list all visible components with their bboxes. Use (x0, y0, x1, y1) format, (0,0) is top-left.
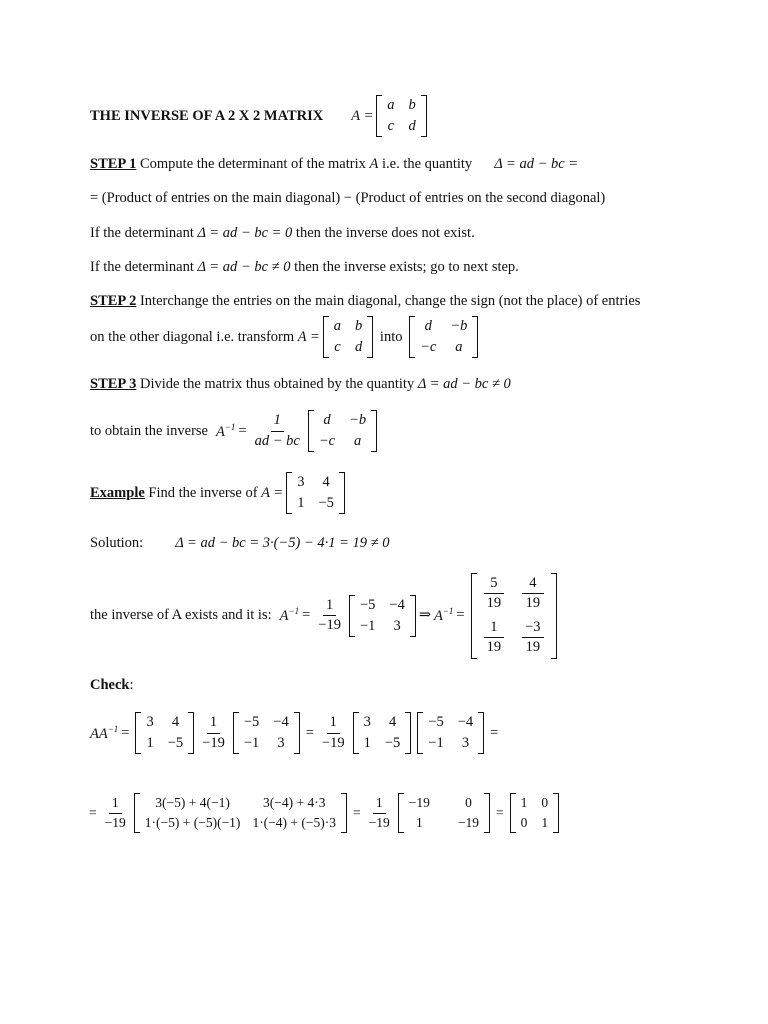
step3-text: Divide the matrix thus obtained by the quantity (139, 376, 415, 392)
cond-nonzero-suffix: then the inverse exists; go to next step. (294, 259, 519, 275)
entry: a (353, 433, 362, 449)
entry: −1 (243, 735, 260, 751)
cond-zero-line (90, 225, 475, 242)
entry: −5 (243, 714, 260, 730)
cond-zero-suffix: then the inverse does not exist. (295, 225, 475, 241)
solution-label: Solution: (90, 535, 144, 551)
solution-line (90, 535, 389, 552)
check-matrix-a (353, 712, 412, 754)
inverse-lhs: $A^{-1}$ (279, 606, 300, 625)
result-entry: $\frac{5}{19}$ (484, 575, 505, 613)
step3-line (90, 376, 511, 393)
example-a-label: A = (261, 484, 284, 501)
step1-var-a: A (369, 156, 379, 172)
entry: d (323, 412, 331, 428)
entry: −4 (457, 714, 474, 730)
entry: 1·(−5) + (−5)(−1) (144, 815, 241, 830)
check-scalar: $\frac{1}{-19}$ (321, 714, 345, 751)
step3-inverse-prefix: to obtain the inverse (90, 422, 208, 439)
check-matrix-a (135, 712, 194, 754)
entry: 1 (541, 815, 549, 830)
entry: 1 (297, 495, 305, 511)
entry: −1 (359, 617, 376, 634)
entry: −5 (384, 735, 401, 751)
step2-transformed-matrix (409, 316, 478, 358)
entry: 3(−4) + 4·3 (262, 795, 326, 810)
entry: 3 (461, 735, 470, 751)
entry: 4 (322, 474, 330, 490)
step2-line (90, 293, 640, 310)
check-result-line: = $\frac{1}{-19}$ 3(−5) + 4(−1) 3(−4) + 4·3 1·(−5) + (−5)(−1) 1·(−4) + (−5)·3 = $\frac{1}{-19}$ −19 0 1 −19 = 1 0 0 1 (86, 793, 562, 833)
check-lhs: $AA^{-1}$ (90, 723, 119, 742)
step3-label: STEP 3 (90, 376, 137, 392)
entry: a (455, 339, 463, 355)
step1-formula: Δ = ad − bc = (494, 156, 579, 172)
step2-transform-prefix: on the other diagonal i.e. transform (90, 328, 295, 345)
matrix-a-label: A = (351, 107, 374, 124)
entry: −19 (408, 795, 430, 810)
title-line (90, 95, 430, 137)
check-reduced-matrix (398, 793, 490, 833)
check-adjugate (417, 712, 484, 754)
entry: −b (450, 318, 468, 334)
step1-label: STEP 1 (90, 156, 137, 172)
entry-c: c (387, 118, 395, 134)
entry: 3 (393, 617, 401, 634)
entry-b: b (355, 318, 363, 334)
entry: 3 (297, 474, 305, 490)
example-label: Example (90, 484, 145, 501)
entry: −4 (273, 714, 289, 730)
entry: −1 (428, 735, 444, 751)
step1-text-after: i.e. the quantity (381, 156, 473, 172)
entry: −c (318, 433, 336, 449)
entry: 3 (363, 714, 371, 730)
entry: 3 (146, 714, 154, 730)
entry: −5 (318, 495, 334, 511)
check-scalar: $\frac{1}{-19}$ (368, 795, 390, 830)
example-matrix (286, 472, 345, 514)
entry: 3 (277, 735, 285, 751)
entry: d (424, 318, 432, 334)
check-product-line: $AA^{-1}$ = 3 4 1 −5 $\frac{1}{-19}$ −5 −4 −1 3 = $\frac{1}{-19}$ 3 4 1 −5 −5 −4 −1 3 = (90, 712, 501, 754)
entry: −c (420, 339, 437, 355)
inverse-scalar: $\frac{1}{-19}$ (318, 596, 341, 634)
step3-transformed-matrix (308, 410, 377, 452)
identity-matrix (510, 793, 560, 833)
check-scalar: $\frac{1}{-19}$ (104, 795, 126, 830)
example-line (90, 472, 348, 514)
cond-zero-prefix: If the determinant (90, 225, 194, 241)
entry: 4 (388, 714, 397, 730)
entry: 1·(−4) + (−5)·3 (252, 815, 337, 830)
generic-matrix-a (376, 95, 427, 137)
inverse-lhs: $A^{-1}$ (433, 606, 454, 625)
step2-text: Interchange the entries on the main diagonal, change the sign (not the place) of entries (139, 293, 641, 309)
step3-inverse-line: to obtain the inverse $A^{-1}$ = $\frac{1}{ad - bc}$ d −b −c a (90, 410, 380, 452)
entry: 1 (146, 735, 154, 751)
entry: 0 (520, 815, 528, 830)
entry: −19 (457, 815, 480, 830)
step1-text-before: Compute the determinant of the matrix (139, 156, 366, 172)
implies-arrow: ⇒ (418, 607, 431, 624)
entry: 1 (520, 795, 528, 810)
into-word: into (379, 328, 403, 345)
check-colon: : (129, 677, 134, 693)
entry-c: c (334, 339, 341, 355)
entry: 3(−5) + 4(−1) (155, 795, 230, 810)
example-text: Find the inverse of (148, 484, 258, 501)
step3-formula: Δ = ad − bc ≠ 0 (417, 376, 511, 392)
entry: −5 (359, 596, 376, 613)
entry-a: a (333, 318, 342, 334)
check-scalar: $\frac{1}{-19}$ (202, 714, 225, 751)
result-entry: $\frac{-3}{19}$ (522, 619, 543, 657)
entry: −5 (167, 735, 184, 751)
entry: 1 (415, 815, 423, 830)
inverse-lhs: $A^{-1}$ (215, 421, 236, 440)
entry: −5 (428, 714, 444, 730)
entry-b: b (408, 97, 416, 113)
inverse-text: the inverse of A exists and it is: (90, 607, 272, 624)
entry: 0 (465, 795, 472, 810)
adjugate-matrix (349, 595, 416, 637)
entry: 1 (363, 735, 371, 751)
entry: −b (349, 412, 367, 428)
entry: −4 (389, 596, 405, 613)
product-line (90, 190, 605, 207)
check-product-matrix (134, 793, 347, 833)
page-title: THE INVERSE OF A 2 X 2 MATRIX (90, 107, 324, 124)
result-entry: $\frac{1}{19}$ (484, 619, 505, 657)
entry-a: a (387, 97, 395, 113)
check-line (90, 677, 134, 694)
cond-nonzero-line (90, 259, 519, 276)
check-label: Check (90, 677, 130, 693)
step2-transform-line (90, 316, 481, 358)
entry: 0 (541, 795, 549, 810)
cond-zero-formula: Δ = ad − bc = 0 (197, 225, 293, 241)
inverse-fraction: $\frac{1}{ad - bc}$ (254, 412, 300, 449)
step2-a-label: A = (297, 328, 320, 345)
step2-label: STEP 2 (90, 293, 137, 309)
entry: 4 (171, 714, 180, 730)
step1-line (90, 156, 578, 173)
entry-d: d (408, 118, 416, 134)
cond-nonzero-formula: Δ = ad − bc ≠ 0 (197, 259, 291, 275)
check-adjugate (233, 712, 300, 754)
inverse-line: the inverse of A exists and it is: $A^{-1}$ = $\frac{1}{-19}$ −5 −4 −1 3 ⇒ $A^{-1}$ = $\frac{5}{19}$ $\frac{4}{19}$ $\frac{1}{19}$ $\frac{-3}{19}$ (90, 573, 560, 659)
product-description: = (Product of entries on the main diagonal) − (Product of entries on the second diagonal) (90, 190, 606, 206)
step2-generic-matrix (323, 316, 374, 358)
entry-d: d (355, 339, 363, 355)
result-matrix (471, 573, 557, 659)
cond-nonzero-prefix: If the determinant (90, 259, 194, 275)
result-entry: $\frac{4}{19}$ (522, 575, 543, 613)
solution-formula: Δ = ad − bc = 3·(−5) − 4·1 = 19 ≠ 0 (175, 535, 390, 551)
